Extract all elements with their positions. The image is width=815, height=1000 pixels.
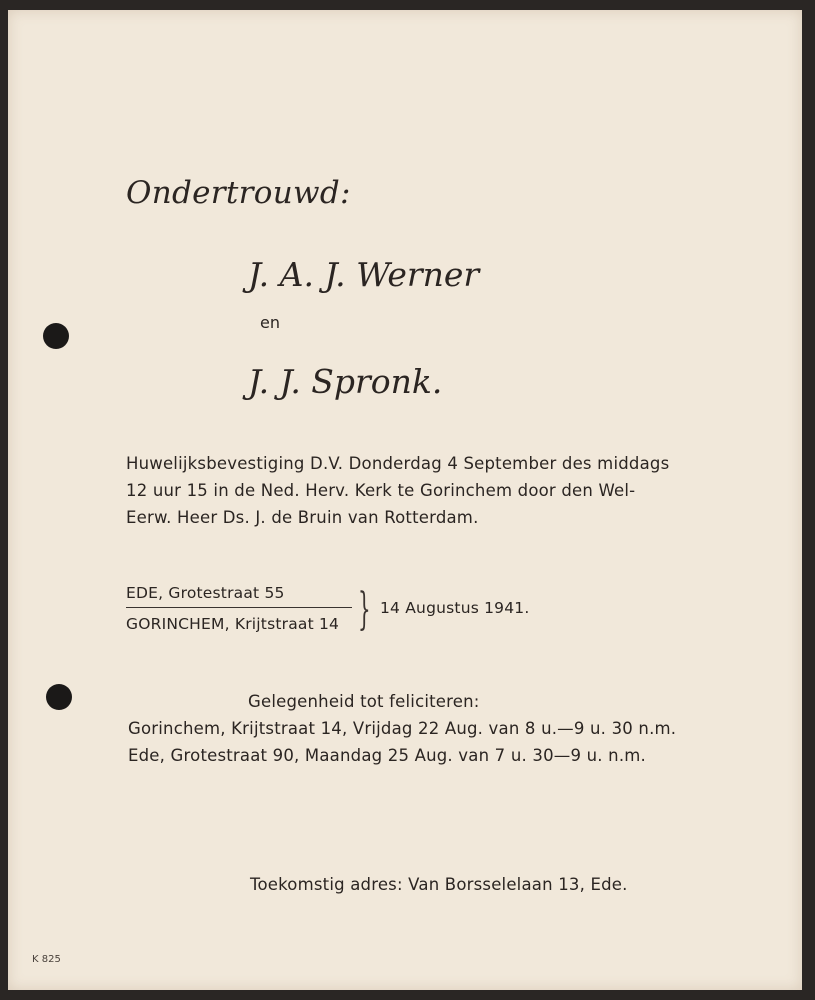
announcement-date: 14 Augustus 1941.: [380, 599, 530, 617]
heading: Ondertrouwd:: [126, 175, 351, 211]
bride-name: J. J. Spronk.: [248, 362, 443, 401]
groom-name: J. A. J. Werner: [248, 255, 480, 294]
ceremony-line-2: 12 uur 15 in de Ned. Herv. Kerk te Gorinchem door den Wel-: [126, 481, 636, 500]
address-ede: EDE, Grotestraat 55: [126, 584, 285, 602]
ceremony-line-3: Eerw. Heer Ds. J. de Bruin van Rotterdam.: [126, 508, 479, 527]
punch-hole-bottom: [46, 684, 72, 710]
ceremony-line-1: Huwelijksbevestiging D.V. Donderdag 4 September des middags: [126, 454, 670, 473]
announcement-card: [8, 10, 802, 990]
reception-line-ede: Ede, Grotestraat 90, Maandag 25 Aug. van 7 u. 30—9 u. n.m.: [128, 746, 646, 765]
punch-hole-top: [43, 323, 69, 349]
address-gorinchem: GORINCHEM, Krijtstraat 14: [126, 615, 340, 633]
archive-number: K 825: [32, 954, 61, 965]
reception-line-gorinchem: Gorinchem, Krijtstraat 14, Vrijdag 22 Aug. van 8 u.—9 u. 30 n.m.: [128, 719, 677, 738]
future-address: Toekomstig adres: Van Borsselelaan 13, Ede.: [250, 875, 628, 894]
address-divider: [126, 607, 352, 608]
conjunction: en: [260, 313, 280, 332]
reception-title: Gelegenheid tot feliciteren:: [248, 692, 480, 711]
brace-icon: }: [358, 584, 371, 635]
